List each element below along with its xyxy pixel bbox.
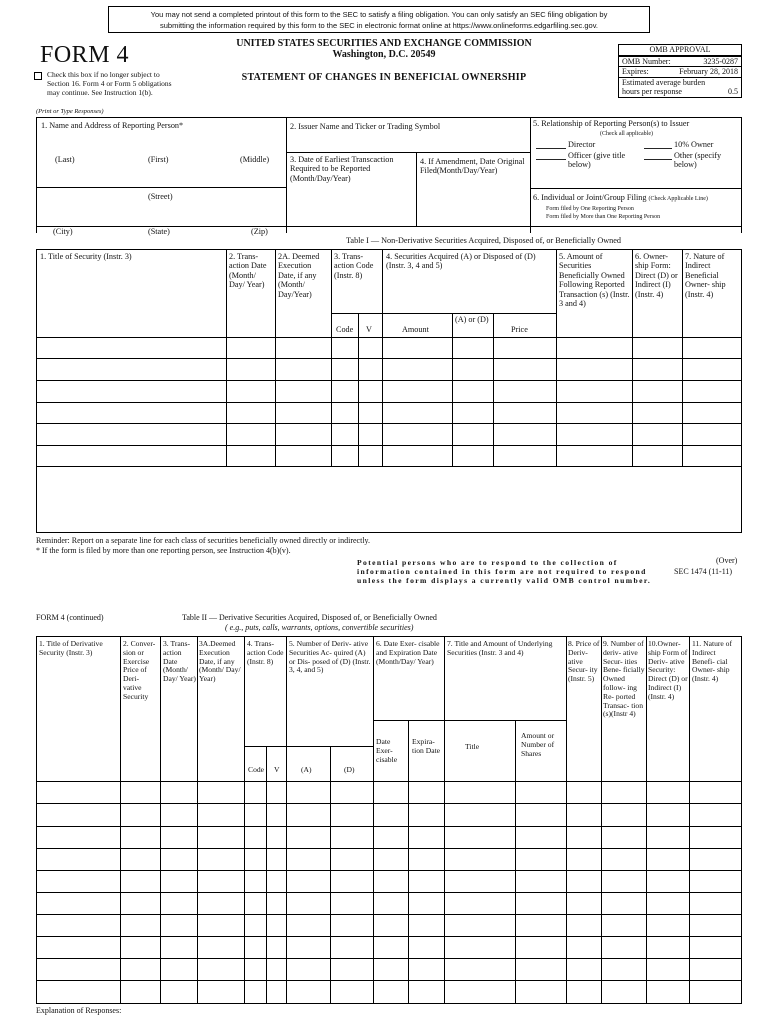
agency-name: UNITED STATES SECURITIES AND EXCHANGE COMMISSION [236, 38, 532, 49]
box6-note: (Check Applicable Line) [648, 196, 708, 202]
table2-title: Table II — Derivative Securities Acquired, Disposed of, or Beneficially Owned [182, 613, 437, 622]
omb-number-label: OMB Number: [622, 56, 671, 66]
t1-col-title-security: 1. Title of Security (Instr. 3) [40, 252, 132, 261]
box3-date-label: 3. Date of Earliest Transcaction Required to be Reported (Month/Day/Year) [290, 155, 394, 183]
notice-line-1: You may not send a completed printout of this form to the SEC to satisfy a filing obligation. You can only satisfy an SEC filing obligation by [150, 10, 608, 19]
omb-number: 3235-0287 [703, 56, 738, 66]
explanation-of-responses: Explanation of Responses: [36, 1006, 122, 1015]
t1-amount-subheader: Amount [402, 325, 429, 334]
t1-col-securities-acquired: 4. Securities Acquired (A) or Disposed of (D) (Instr. 3, 4 and 5) [386, 252, 536, 271]
omb-burden-line: Estimated average burden [622, 77, 706, 87]
notice-line-2: submitting the information required by this form to the SEC in electronic format online at [159, 21, 451, 30]
t2-a-subheader: (A) [301, 765, 312, 774]
t2-col-ownership-form: 10.Owner- ship Form of Deriv- ative Security: Direct (D) or Indirect (I) (Instr. 4) [648, 639, 688, 701]
t2-col-transaction-code: 4. Trans- action Code (Instr. 8) [247, 639, 284, 666]
one-reporting-person-option[interactable]: Form filed by One Reporting Person [546, 206, 634, 212]
city-label: (City) [53, 227, 73, 236]
middle-name-label: (Middle) [240, 155, 270, 164]
t2-col-number-derivatives: 5. Number of Deriv- ative Securities Ac- quired (A) or Dis- posed of (D) (Instr. 3, 4, and 5) [289, 639, 371, 675]
t1-col-amount-owned: 5. Amount of Securities Beneficially Owned Following Reported Transaction (s) (Instr. 3 and 4) [559, 252, 630, 309]
box4-amendment-label: 4. If Amendment, Date Original Filed(Month/Day/Year) [420, 157, 525, 176]
omb-hours: 0.5 [728, 87, 738, 96]
print-note: (Print or Type Responses) [36, 108, 104, 115]
t2-col-nature-ownership: 11. Nature of Indirect Benefi- cial Owner- ship (Instr. 4) [692, 639, 732, 684]
state-label: (State) [148, 227, 170, 236]
last-name-label: (Last) [55, 155, 75, 164]
first-name-label: (First) [148, 155, 169, 164]
t2-col-price-derivative: 8. Price of Deriv- ative Secur- ity (Instr. 5) [568, 639, 600, 684]
box6-filing-label [533, 193, 708, 204]
zip-label: (Zip) [251, 227, 268, 236]
t2-date-exercisable-subheader: Date Exer- cisable [376, 737, 398, 764]
notice-url-link[interactable]: https://www.onlineforms.edgarfiling.sec.gov. [452, 21, 598, 30]
t1-code-subheader: Code [336, 325, 354, 334]
t1-col-ownership-form: 6. Owner- ship Form: Direct (D) or Indirect (I) (Instr. 4) [635, 252, 678, 299]
no-longer-subject-checkbox[interactable] [34, 72, 42, 80]
reminder-line-1: Reminder: Report on a separate line for each class of securities beneficially owned directly or indirectly. [36, 536, 371, 545]
ten-percent-owner-option[interactable]: 10% Owner [674, 140, 714, 149]
box6-label: 6. Individual or Joint/Group Filing [533, 193, 647, 202]
agency-city: Washington, D.C. 20549 [332, 49, 436, 60]
director-option[interactable]: Director [568, 140, 596, 149]
sec-form-number: SEC 1474 (11-11) [674, 567, 733, 576]
form4-continued-label: FORM 4 (continued) [36, 613, 104, 622]
statement-title: STATEMENT OF CHANGES IN BENEFICIAL OWNERSHIP [241, 72, 527, 83]
t1-col-transaction-date: 2. Trans- action Date (Month/ Day/ Year) [229, 252, 267, 290]
t1-col-nature-ownership: 7. Nature of Indirect Beneficial Owner- ship (Instr. 4) [685, 252, 726, 299]
box1-name-address-label: 1. Name and Address of Reporting Person* [41, 121, 184, 130]
other-option[interactable]: Other (specify below) [674, 151, 722, 170]
checkbox-label: Check this box if no longer subject to Section 16. Form 4 or Form 5 obligations may continue. See Instruction 1(b). [47, 70, 172, 97]
table2-subtitle: ( e.g., puts, calls, warrants, options, convertible securities) [225, 623, 414, 632]
over-label: (Over) [716, 556, 738, 565]
street-label: (Street) [148, 192, 173, 201]
t2-v-subheader: V [274, 765, 280, 774]
box5-sublabel: (Check all applicable) [600, 131, 653, 137]
omb-hours-label: hours per response [622, 87, 682, 96]
t2-expiration-subheader: Expira- tion Date [412, 737, 441, 755]
table1-title: Table I — Non-Derivative Securities Acquired, Disposed of, or Beneficially Owned [346, 236, 621, 245]
t2-col-underlying-securities: 7. Title and Amount of Underlying Securities (Instr. 3 and 4) [447, 639, 553, 657]
box5-relationship-label: 5. Relationship of Reporting Person(s) to Issuer [533, 119, 690, 128]
t2-amount-shares-subheader: Amount or Number of Shares [521, 731, 555, 758]
box2-issuer-label: 2. Issuer Name and Ticker or Trading Symbol [290, 122, 441, 131]
omb-approval-box [618, 44, 742, 98]
t2-title-subheader: Title [465, 742, 480, 751]
agency-header [200, 38, 568, 60]
t2-col-title-derivative: 1. Title of Derivative Security (Instr. 3) [39, 639, 103, 657]
t2-col-exercise-expiration: 6. Date Exer- cisable and Expiration Date (Month/Day/ Year) [376, 639, 440, 666]
form-title: FORM 4 [40, 42, 130, 68]
t2-col-transaction-date: 3. Trans- action Date (Month/ Day/ Year) [163, 639, 196, 684]
t2-col-deemed-date: 3A.Deemed Execution Date, if any (Month/ Day/ Year) [199, 639, 241, 684]
t1-v-subheader: V [366, 325, 372, 334]
omb-expires-label: Expires: [622, 67, 649, 76]
more-reporting-persons-option[interactable]: Form filed by More than One Reporting Person [546, 214, 661, 220]
t2-col-conversion-price: 2. Conver- sion or Exercise Price of Deri- vative Security [123, 639, 156, 701]
omb-title: OMB APPROVAL [619, 45, 741, 56]
potential-persons-notice: Potential persons who are to respond to the collection of information contained in this form are not required to respond unless the form displays a currently valid OMB control number. [357, 558, 652, 585]
reminder-line-2: * If the form is filed by more than one reporting person, see Instruction 4(b)(v). [36, 546, 291, 555]
t2-col-number-owned: 9. Number of deriv- ative Secur- ities Bene- ficially Owned follow- ing Re- ported Transac- tion (s)(Instr 4) [603, 639, 645, 719]
t1-a-or-d-subheader: (A) or (D) [455, 315, 489, 324]
t2-d-subheader: (D) [344, 765, 355, 774]
t1-col-deemed-date: 2A. Deemed Execution Date, if any (Month/ Day/Year) [278, 252, 320, 299]
t1-price-subheader: Price [511, 325, 528, 334]
t1-col-transaction-code: 3. Trans- action Code (Instr. 8) [334, 252, 374, 280]
t2-code-subheader: Code [248, 765, 265, 774]
officer-option[interactable]: Officer (give title below) [568, 151, 626, 170]
omb-expires: February 28, 2018 [679, 67, 738, 76]
electronic-filing-notice [108, 6, 650, 33]
